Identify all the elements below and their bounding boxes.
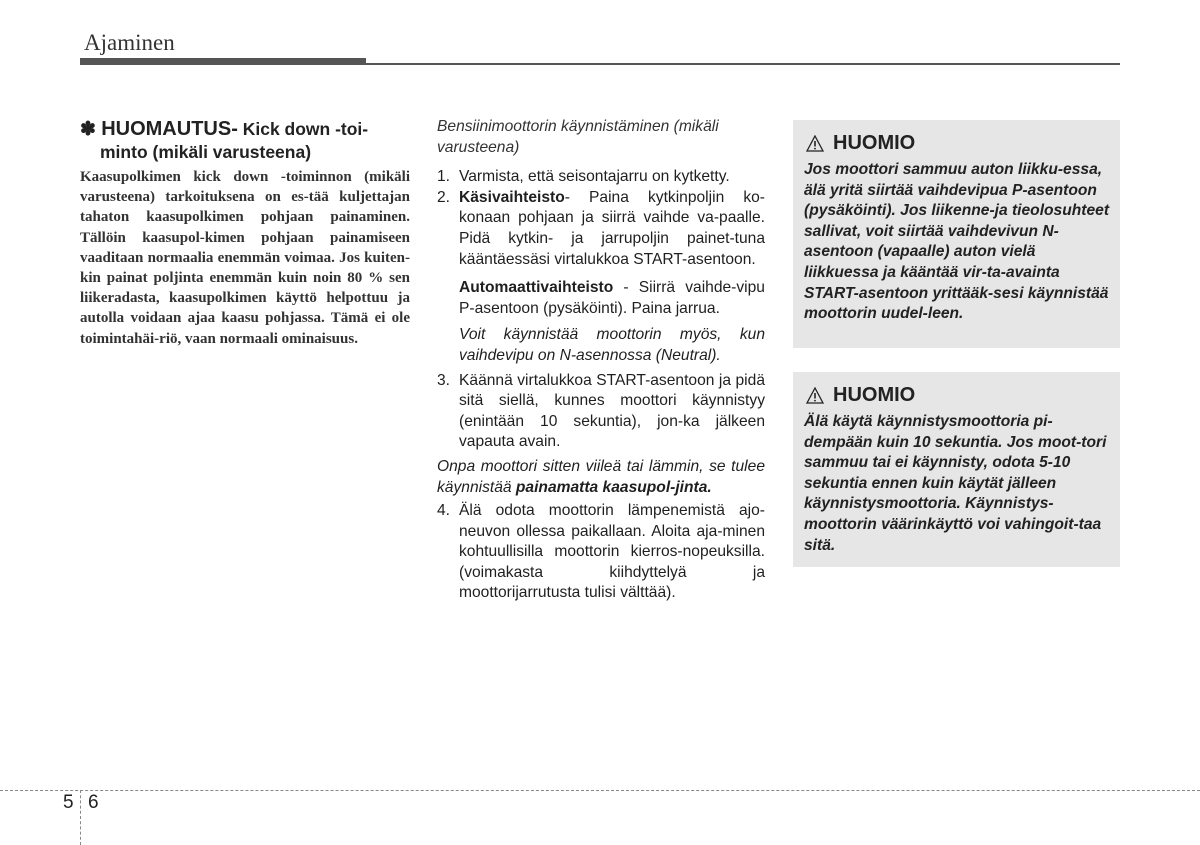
note-title-rest: Kick down -toi-minto (mikäli varusteena) [100,119,369,162]
step-text: Käännä virtalukkoa START-asentoon ja pidä sitä siellä, kunnes moottori käynnistyy (enintään 10 sekuntia), jon-ka jälkeen vapauta avain. [459,371,765,451]
note-section [80,118,410,349]
step-text [459,188,765,270]
list-number: 1. [437,168,451,186]
warning-title-text: HUOMIO [833,384,916,406]
warning-triangle-icon [806,387,824,404]
header-bar [80,58,366,65]
warning-box [793,120,1120,348]
manual-transmission-text: - Paina kytkinpoljin ko-konaan pohjaan ja siirrä vaihde va-paalle. Pidä kytkin- ja jarrupoljin painet-tuna kääntäessäsi virtalukkoa START-asentoon. [459,188,765,268]
warning-body: Jos moottori sammuu auton liikku-essa, älä yritä siirtää vaihdevipua P-asentoon (pysäköinti). Jos liikenne-ja tieolosuhteet sallivat, voit siirtää vaihdevivun N-asentoon (vapaalle) auton vielä liikkuessa ja kääntää vir-ta-avainta START-asentoon yrittääk-sesi käynnistää moottorin uudel-leen. [804,161,1110,323]
warning-triangle-icon [806,135,824,152]
automatic-transmission-block [437,278,765,319]
note-title-prefix: HUOMAUTUS- [101,118,238,140]
step-text: Älä odota moottorin lämpenemistä ajo-neuvon ollessa paikallaan. Aloita aja-minen kohtuullisilla moottorin kierros-nopeuksilla. (voimakasta kiihdyttelyä ja moottorijarrutusta tulisi välttää). [459,502,765,602]
warning-box [793,372,1120,567]
list-number: 2. [437,188,451,206]
automatic-transmission-label: Automaattivaihteisto [459,279,614,297]
list-item [437,188,765,270]
manual-transmission-label: Käsivaihteisto [459,188,565,206]
cold-warm-note [437,457,765,498]
starting-section [437,117,765,604]
list-number: 4. [437,502,451,520]
warning-body: Älä käytä käynnistysmoottoria pi-dempään kuin 10 sekuntia. Jos moot-tori sammuu tai ei käynnisty, odota 5-10 sekuntia ennen kuin käytät jälleen käynnistysmoottoria. Käynnistys-moottorin väärinkäyttö voi vahingoit-taa sitä. [804,413,1107,554]
neutral-note: Voit käynnistää moottorin myös, kun vaihdevipu on N-asennossa (Neutral). [459,326,765,364]
header-rule [366,63,1120,65]
page-number: 6 [88,792,99,813]
warning-title [806,132,915,155]
cold-warm-text: Onpa moottori sitten viileä tai lämmin, se tulee käynnistää [437,457,765,496]
step-text: Varmista, että seisontajarru on kytketty. [459,168,730,186]
page-header-title: Ajaminen [84,30,175,55]
page-number-divider [80,790,81,845]
note-body: Kaasupolkimen kick down -toiminnon (mikäli varusteena) tarkoituksena on es-tää kuljettajan tahaton kaasupolkimen pohjaan painaminen. Tällöin kaasupol-kimen pohjaan painamiseen vaaditaan normaalia enemmän voimaa. Jos kuiten-kin painat poljinta enemmän kuin noin 80 % sen liikeradasta, kaasupolkimen käyttö helpottuu ja autolla voidaan ajaa kaasu pohjassa. Tämä ei ole toimintahäi-riö, vaan normaali ominaisuus. [80,169,410,347]
automatic-transmission-text: - Siirrä vaihde-vipu P-asentoon (pysäköinti). Paina jarrua. [459,279,765,317]
note-heading [80,118,410,164]
list-item [437,371,765,453]
warning-title-text: HUOMIO [833,132,916,154]
list-item [437,167,765,188]
list-number: 3. [437,371,451,389]
list-item [437,501,765,604]
section-number: 5 [63,792,74,813]
cold-warm-emphasis: painamatta kaasupol-jinta. [515,478,712,496]
section-subheading: Bensiinimoottorin käynnistäminen (mikäli varusteena) [437,118,719,156]
footer-divider [0,790,1200,791]
warning-title [806,384,915,407]
asterisk-icon: ✽ [80,119,96,140]
